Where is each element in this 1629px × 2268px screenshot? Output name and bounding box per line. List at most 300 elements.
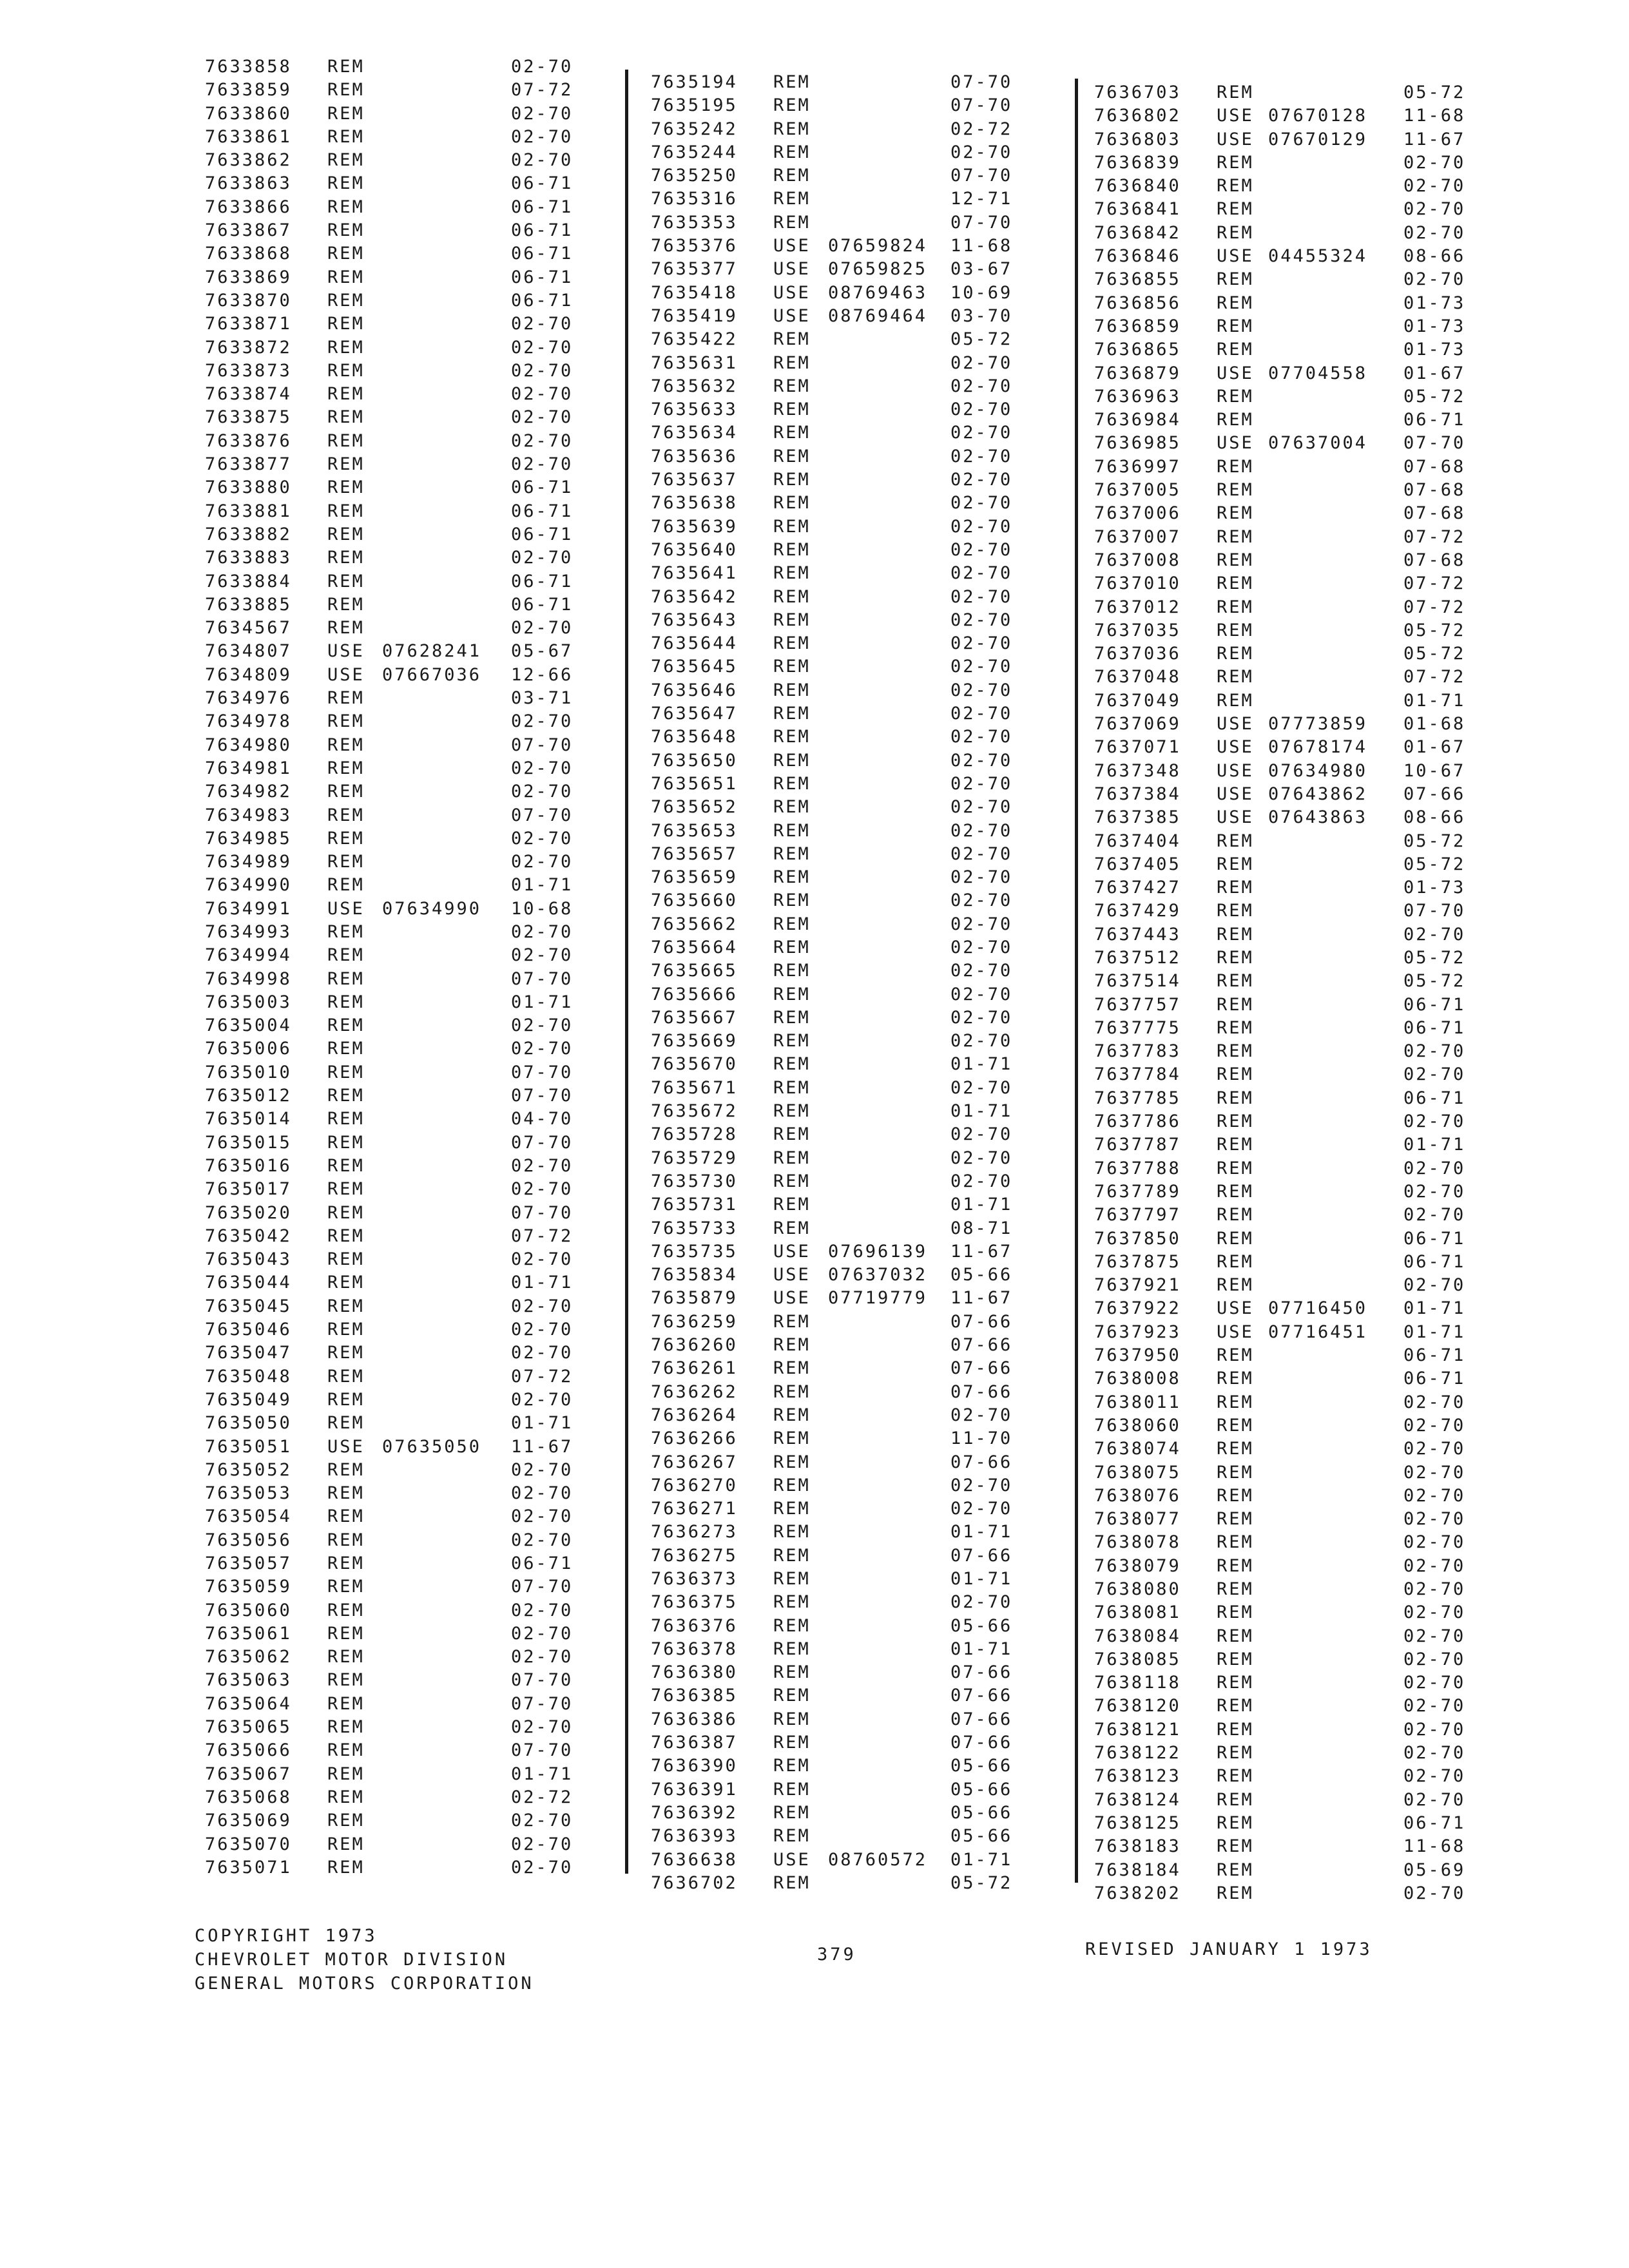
replacement-part-number: 04455324 — [1268, 246, 1368, 267]
status-code: REM — [773, 1218, 811, 1238]
part-number: 7636855 — [1094, 269, 1181, 290]
status-date: 02-70 — [950, 1475, 1013, 1495]
status-date: 02-70 — [950, 1405, 1013, 1425]
status-date: 11-68 — [1403, 1836, 1466, 1857]
status-date: 02-70 — [1403, 176, 1466, 197]
status-code: USE — [327, 641, 365, 662]
part-number: 7635419 — [651, 305, 738, 326]
part-number: 7636984 — [1094, 410, 1181, 430]
status-code: REM — [773, 914, 811, 934]
status-code: REM — [773, 423, 811, 443]
part-row — [651, 1124, 1063, 1148]
status-code: REM — [327, 1693, 365, 1714]
part-number: 7633866 — [205, 197, 292, 217]
part-number: 7636375 — [651, 1592, 738, 1613]
part-number: 7634994 — [205, 945, 292, 966]
part-row — [651, 1733, 1063, 1756]
part-row — [1094, 269, 1481, 293]
part-row — [651, 1780, 1063, 1803]
column-divider — [625, 70, 628, 1874]
part-number: 7634989 — [205, 852, 292, 872]
part-row — [1094, 387, 1481, 410]
status-code: REM — [1217, 550, 1254, 570]
part-number: 7633860 — [205, 103, 292, 124]
part-row — [1094, 1860, 1481, 1883]
part-row — [1094, 878, 1481, 901]
status-date: 01-71 — [1403, 690, 1466, 711]
part-row — [651, 1242, 1063, 1265]
status-code: REM — [327, 594, 365, 615]
part-number: 7633873 — [205, 360, 292, 381]
status-date: 02-70 — [950, 563, 1013, 584]
part-row — [1094, 1532, 1481, 1555]
status-code: REM — [773, 119, 811, 139]
part-number: 7635633 — [651, 399, 738, 420]
status-date: 02-70 — [511, 1015, 574, 1036]
part-number: 7636376 — [651, 1615, 738, 1636]
status-code: REM — [773, 1802, 811, 1823]
status-date: 01-71 — [950, 1195, 1013, 1215]
status-date: 04-70 — [511, 1109, 574, 1129]
status-code: REM — [773, 961, 811, 981]
status-code: REM — [1217, 1696, 1254, 1716]
part-row — [1094, 1883, 1481, 1907]
part-number: 7635643 — [651, 610, 738, 630]
part-number: 7635244 — [651, 142, 738, 162]
part-number: 7634991 — [205, 898, 292, 919]
part-number: 7637875 — [1094, 1251, 1181, 1272]
status-date: 02-70 — [950, 937, 1013, 957]
status-date: 05-66 — [950, 1615, 1013, 1636]
part-row — [205, 992, 604, 1015]
status-code: REM — [1217, 1532, 1254, 1553]
status-date: 11-70 — [950, 1428, 1013, 1449]
part-row — [1094, 527, 1481, 550]
status-code: REM — [327, 1577, 365, 1597]
part-row — [1094, 1486, 1481, 1509]
status-code: REM — [1217, 1485, 1254, 1506]
status-date: 02-70 — [950, 423, 1013, 443]
status-date: 07-70 — [511, 1062, 574, 1082]
status-code: REM — [1217, 1602, 1254, 1623]
part-number: 7634998 — [205, 968, 292, 989]
status-code: REM — [773, 329, 811, 350]
part-row — [1094, 667, 1481, 690]
part-number: 7636879 — [1094, 363, 1181, 383]
status-code: REM — [773, 1615, 811, 1636]
status-code: REM — [773, 352, 811, 373]
status-date: 02-70 — [1403, 1205, 1466, 1225]
part-row — [205, 1156, 604, 1179]
part-row — [205, 852, 604, 875]
part-row — [205, 688, 604, 711]
part-row — [205, 1717, 604, 1740]
part-number: 7635043 — [205, 1249, 292, 1270]
status-code: REM — [327, 1623, 365, 1644]
part-number: 7633882 — [205, 524, 292, 544]
part-row — [205, 899, 604, 922]
status-date: 05-72 — [950, 329, 1013, 350]
status-date: 07-72 — [1403, 597, 1466, 617]
status-date: 02-70 — [511, 1320, 574, 1340]
part-number: 7635644 — [651, 633, 738, 654]
part-number: 7638075 — [1094, 1462, 1181, 1483]
part-row — [651, 680, 1063, 704]
part-number: 7636703 — [1094, 82, 1181, 102]
status-date: 01-68 — [1403, 714, 1466, 735]
part-number: 7634981 — [205, 758, 292, 778]
status-code: REM — [327, 1039, 365, 1059]
part-row — [205, 1834, 604, 1858]
part-row — [205, 1670, 604, 1693]
part-number: 7637049 — [1094, 690, 1181, 711]
status-date: 02-70 — [511, 430, 574, 451]
part-row — [205, 969, 604, 992]
status-code: REM — [773, 633, 811, 654]
part-row — [205, 314, 604, 337]
part-number: 7634976 — [205, 688, 292, 709]
part-number: 7635662 — [651, 914, 738, 934]
status-code: REM — [773, 399, 811, 420]
part-row — [205, 1600, 604, 1624]
status-date: 02-70 — [511, 782, 574, 802]
status-date: 06-71 — [511, 173, 574, 194]
part-row — [651, 1756, 1063, 1779]
part-row — [651, 1218, 1063, 1242]
status-code: REM — [327, 57, 365, 77]
part-row — [651, 1171, 1063, 1195]
copyright-block — [195, 1924, 534, 1995]
status-code: REM — [327, 992, 365, 1012]
status-date: 05-72 — [1403, 82, 1466, 102]
part-number: 7633883 — [205, 548, 292, 568]
status-code: REM — [773, 797, 811, 818]
part-number: 7633862 — [205, 150, 292, 171]
part-row — [1094, 1790, 1481, 1813]
part-number: 7634978 — [205, 711, 292, 732]
status-code: REM — [327, 126, 365, 147]
part-number: 7637404 — [1094, 831, 1181, 851]
part-number: 7635665 — [651, 961, 738, 981]
status-date: 02-70 — [1403, 1789, 1466, 1810]
part-number: 7635669 — [651, 1031, 738, 1052]
part-number: 7635642 — [651, 586, 738, 607]
replacement-part-number: 07637004 — [1268, 433, 1368, 454]
part-number: 7637785 — [1094, 1088, 1181, 1108]
part-row — [1094, 1111, 1481, 1135]
status-code: REM — [773, 727, 811, 747]
status-code: REM — [327, 360, 365, 381]
part-row — [651, 95, 1063, 119]
status-code: REM — [327, 197, 365, 217]
part-row — [1094, 1392, 1481, 1416]
status-date: 06-71 — [511, 524, 574, 544]
status-date: 02-70 — [950, 773, 1013, 794]
status-code: REM — [773, 1872, 811, 1893]
part-number: 7636373 — [651, 1569, 738, 1589]
status-date: 02-70 — [950, 680, 1013, 700]
status-date: 02-70 — [511, 921, 574, 942]
status-code: REM — [1217, 1649, 1254, 1669]
part-number: 7633868 — [205, 244, 292, 264]
status-code: USE — [327, 664, 365, 685]
replacement-part-number: 07634990 — [382, 898, 482, 919]
status-code: REM — [773, 1499, 811, 1519]
part-number: 7635657 — [651, 843, 738, 864]
status-date: 07-72 — [511, 80, 574, 101]
part-row — [1094, 1369, 1481, 1392]
part-row — [651, 423, 1063, 446]
status-code: REM — [327, 524, 365, 544]
part-number: 7635647 — [651, 704, 738, 724]
status-date: 07-70 — [511, 1202, 574, 1223]
status-code: REM — [327, 1647, 365, 1667]
status-code: REM — [773, 1428, 811, 1449]
status-date: 05-72 — [950, 1872, 1013, 1893]
part-number: 7635063 — [205, 1670, 292, 1691]
part-number: 7635071 — [205, 1857, 292, 1878]
part-row — [205, 1553, 604, 1577]
part-row — [1094, 573, 1481, 597]
status-code: USE — [773, 236, 811, 256]
status-code: REM — [327, 1787, 365, 1807]
status-code: REM — [327, 1483, 365, 1504]
status-code: REM — [773, 470, 811, 490]
status-code: REM — [773, 1592, 811, 1613]
status-date: 06-71 — [1403, 1017, 1466, 1038]
part-number: 7637385 — [1094, 807, 1181, 828]
part-number: 7636865 — [1094, 340, 1181, 360]
status-code: REM — [773, 142, 811, 162]
part-number: 7636963 — [1094, 386, 1181, 407]
status-date: 02-70 — [1403, 1415, 1466, 1436]
part-number: 7635242 — [651, 119, 738, 139]
part-number: 7635659 — [651, 867, 738, 888]
status-date: 11-67 — [950, 1288, 1013, 1309]
status-date: 06-71 — [511, 477, 574, 498]
part-row — [651, 1428, 1063, 1452]
part-number: 7637514 — [1094, 971, 1181, 992]
status-code: REM — [327, 1717, 365, 1738]
part-number: 7636702 — [651, 1872, 738, 1893]
part-row — [651, 774, 1063, 797]
part-number: 7635641 — [651, 563, 738, 584]
status-code: REM — [1217, 947, 1254, 968]
status-code: USE — [773, 305, 811, 326]
status-date: 03-71 — [511, 688, 574, 709]
status-code: REM — [773, 773, 811, 794]
part-row — [1094, 737, 1481, 760]
part-row — [1094, 831, 1481, 854]
status-date: 11-67 — [1403, 129, 1466, 149]
status-date: 06-71 — [511, 244, 574, 264]
part-row — [1094, 854, 1481, 878]
part-number: 7636385 — [651, 1686, 738, 1706]
status-date: 06-71 — [511, 594, 574, 615]
part-row — [1094, 691, 1481, 714]
part-row — [1094, 1252, 1481, 1275]
replacement-part-number: 08769463 — [828, 282, 928, 303]
status-code: REM — [327, 337, 365, 358]
status-date: 02-70 — [950, 1077, 1013, 1098]
part-row — [1094, 1813, 1481, 1836]
status-code: REM — [773, 446, 811, 466]
status-date: 07-70 — [511, 1086, 574, 1106]
status-code: REM — [773, 212, 811, 233]
part-row — [205, 173, 604, 197]
status-date: 07-68 — [1403, 550, 1466, 570]
status-date: 11-67 — [950, 1241, 1013, 1262]
part-row — [1094, 433, 1481, 456]
status-code: REM — [773, 1335, 811, 1356]
part-row — [651, 540, 1063, 563]
part-row — [205, 922, 604, 945]
part-row — [651, 1031, 1063, 1054]
part-row — [1094, 223, 1481, 246]
status-date: 02-70 — [950, 890, 1013, 911]
status-code: REM — [327, 1179, 365, 1200]
status-code: REM — [327, 407, 365, 428]
status-date: 02-70 — [1403, 1158, 1466, 1178]
status-code: REM — [1217, 971, 1254, 992]
status-date: 08-71 — [950, 1218, 1013, 1238]
status-code: USE — [1217, 737, 1254, 758]
part-number: 7635666 — [651, 984, 738, 1004]
part-number: 7635667 — [651, 1007, 738, 1028]
part-number: 7635353 — [651, 212, 738, 233]
status-date: 06-71 — [1403, 994, 1466, 1015]
replacement-part-number: 07704558 — [1268, 363, 1368, 383]
status-code: REM — [1217, 1766, 1254, 1787]
status-code: REM — [327, 384, 365, 405]
status-code: REM — [327, 1811, 365, 1831]
part-number: 7635670 — [651, 1054, 738, 1075]
part-number: 7635729 — [651, 1148, 738, 1168]
status-code: REM — [1217, 1719, 1254, 1740]
part-row — [205, 150, 604, 173]
status-code: REM — [773, 890, 811, 911]
part-row — [1094, 1579, 1481, 1602]
part-number: 7638008 — [1094, 1369, 1181, 1389]
part-number: 7636386 — [651, 1709, 738, 1729]
status-date: 02-70 — [511, 828, 574, 849]
part-number: 7637783 — [1094, 1041, 1181, 1062]
status-code: REM — [1217, 386, 1254, 407]
status-code: REM — [1217, 1462, 1254, 1483]
part-number: 7636270 — [651, 1475, 738, 1495]
page-number: 379 — [817, 1945, 856, 1965]
status-date: 01-73 — [1403, 316, 1466, 336]
status-code: REM — [773, 166, 811, 186]
status-code: REM — [1217, 1251, 1254, 1272]
status-code: REM — [773, 1311, 811, 1332]
part-row — [205, 735, 604, 758]
status-code: REM — [1217, 854, 1254, 874]
status-code: REM — [773, 1662, 811, 1683]
part-number: 7634567 — [205, 618, 292, 639]
part-row — [205, 384, 604, 407]
part-number: 7635062 — [205, 1647, 292, 1667]
part-row — [651, 563, 1063, 586]
part-number: 7636275 — [651, 1545, 738, 1566]
part-list-column-1 — [205, 57, 604, 1881]
part-row — [205, 1764, 604, 1787]
status-date: 07-70 — [511, 1693, 574, 1714]
part-number: 7638079 — [1094, 1555, 1181, 1576]
part-number: 7633881 — [205, 501, 292, 521]
replacement-part-number: 07637032 — [828, 1265, 928, 1285]
part-row — [651, 399, 1063, 423]
status-code: REM — [327, 1459, 365, 1480]
part-number: 7633885 — [205, 594, 292, 615]
part-number: 7636380 — [651, 1662, 738, 1683]
part-number: 7633870 — [205, 290, 292, 311]
part-number: 7635735 — [651, 1241, 738, 1262]
status-code: USE — [327, 1436, 365, 1457]
status-date: 05-66 — [950, 1802, 1013, 1823]
status-code: REM — [327, 711, 365, 732]
part-number: 7637797 — [1094, 1205, 1181, 1225]
status-date: 01-67 — [1403, 363, 1466, 383]
part-number: 7637922 — [1094, 1298, 1181, 1319]
status-code: REM — [1217, 1228, 1254, 1249]
part-row — [651, 1546, 1063, 1569]
part-row — [1094, 1836, 1481, 1860]
status-date: 02-70 — [1403, 1181, 1466, 1202]
status-code: REM — [327, 1553, 365, 1573]
part-row — [651, 1803, 1063, 1826]
status-date: 02-70 — [950, 961, 1013, 981]
part-row — [1094, 1229, 1481, 1252]
replacement-part-number: 07773859 — [1268, 714, 1368, 735]
part-number: 7634980 — [205, 735, 292, 755]
status-date: 02-70 — [1403, 1719, 1466, 1740]
status-date: 07-72 — [1403, 573, 1466, 594]
status-code: REM — [327, 1530, 365, 1550]
status-date: 02-70 — [511, 1343, 574, 1363]
status-code: REM — [773, 1826, 811, 1847]
status-code: REM — [1217, 901, 1254, 921]
status-code: REM — [327, 1320, 365, 1340]
part-row — [1094, 1182, 1481, 1205]
part-row — [1094, 644, 1481, 667]
status-date: 02-70 — [1403, 1883, 1466, 1903]
status-date: 07-70 — [511, 735, 574, 755]
part-number: 7638122 — [1094, 1743, 1181, 1763]
status-date: 02-70 — [950, 446, 1013, 466]
part-row — [205, 197, 604, 220]
status-date: 05-72 — [1403, 386, 1466, 407]
part-row — [205, 1203, 604, 1226]
status-date: 02-70 — [950, 984, 1013, 1004]
part-row — [1094, 550, 1481, 573]
status-code: REM — [327, 1132, 365, 1153]
part-row — [205, 1437, 604, 1460]
part-row — [1094, 784, 1481, 807]
status-date: 02-70 — [950, 1031, 1013, 1052]
status-code: USE — [773, 1849, 811, 1870]
part-row — [1094, 1088, 1481, 1111]
part-number: 7635020 — [205, 1202, 292, 1223]
part-number: 7637405 — [1094, 854, 1181, 874]
replacement-part-number: 07670129 — [1268, 129, 1368, 149]
status-code: USE — [327, 898, 365, 919]
part-number: 7635004 — [205, 1015, 292, 1036]
status-date: 02-70 — [1403, 1275, 1466, 1296]
status-date: 07-72 — [511, 1366, 574, 1387]
status-date: 07-66 — [950, 1452, 1013, 1472]
status-code: USE — [1217, 106, 1254, 126]
